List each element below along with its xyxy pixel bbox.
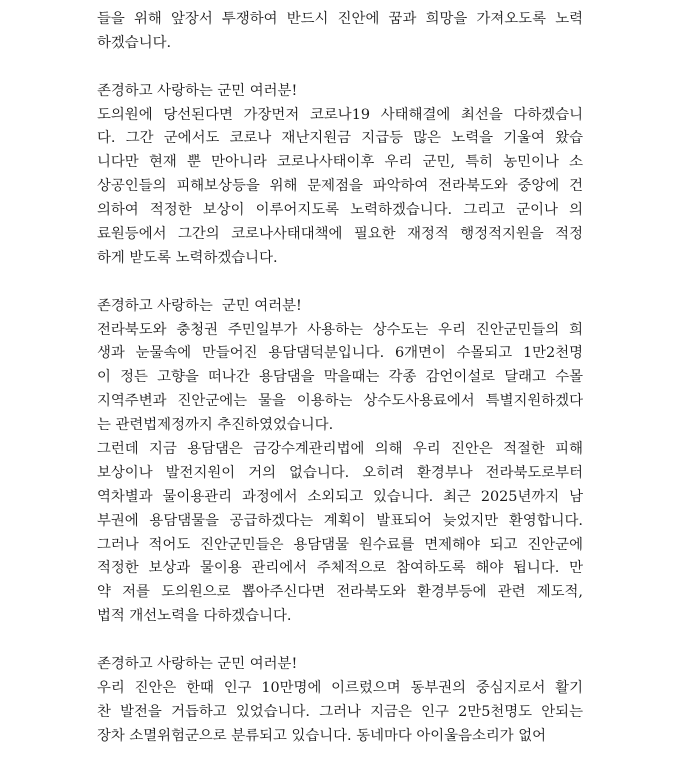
text-line: 찬 발전을 거듭하고 있었습니다. 그러나 지금은 인구 2만5천명도 안되는: [97, 703, 583, 720]
paragraph-spacer: [97, 56, 583, 80]
paragraph-spacer: [97, 271, 583, 295]
text-line: 보상이나 발전지원이 거의 없습니다. 오히려 환경부나 전라북도로부터: [97, 464, 583, 481]
text-line: 그런데 지금 용담댐은 금강수계관리법에 의해 우리 진안은 적절한 피해: [97, 441, 583, 458]
body-paragraph: [97, 8, 583, 56]
text-line: 이 정든 고향을 떠나간 용담댐을 막을때는 각종 감언이설로 달래고 수몰: [97, 369, 583, 386]
body-paragraph: [97, 319, 583, 438]
body-paragraph: [97, 104, 583, 271]
text-line: 의하여 적정한 보상이 이루어지도록 노력하겠습니다. 그리고 군이나 의: [97, 202, 583, 219]
text-line: 생과 눈물속에 만들어진 용담댐덕분입니다. 6개면이 수몰되고 1만2천명: [97, 345, 583, 362]
document-body: [97, 8, 583, 749]
text-line: 들을 위해 앞장서 투쟁하여 반드시 진안에 꿈과 희망을 가져오도록 노력: [97, 11, 583, 27]
text-line: 는 관련법제정까지 추진하였었습니다.: [97, 417, 334, 434]
text-line: 다. 그간 군에서도 코로나 재난지원금 지급등 많은 노력을 기울여 왔습: [97, 130, 583, 147]
text-line: 법적 개선노력을 다하겠습니다.: [97, 608, 292, 625]
salutation-heading: 존경하고 사랑하는 군민 여러분!: [97, 656, 298, 673]
text-line: 약 저를 도의원으로 뽑아주신다면 전라북도와 환경부등에 관련 제도적,: [97, 584, 583, 601]
text-line: 료원등에서 그간의 코로나사태대책에 필요한 재정적 행정적지원을 적정: [97, 226, 583, 243]
text-line: 그러나 적어도 진안군민들은 용담댐물 원수료를 면제해야 되고 진안군에: [97, 536, 583, 553]
text-line: 부권에 용담댐물을 공급하겠다는 계획이 발표되어 늦었지만 환영합니다.: [97, 512, 583, 529]
text-line: 지역주변과 진안군에는 물을 이용하는 상수도사용료에서 특별지원하겠다: [97, 393, 583, 410]
text-line: 장차 소멸위험군으로 분류되고 있습니다. 동네마다 아이울음소리가 없어: [97, 727, 547, 744]
text-line: 니다만 현재 뿐 만아니라 코로나사태이후 우리 군민, 특히 농민이나 소: [97, 154, 583, 171]
text-line: 하게 받도록 노력하겠습니다.: [97, 249, 278, 266]
text-line: 적정한 보상과 물이용 관리에서 주체적으로 참여하도록 해야 됩니다. 만: [97, 560, 583, 577]
paragraph-spacer: [97, 629, 583, 653]
text-line: 상공인들의 피해보상등을 위해 문제점을 파악하여 전라북도와 중앙에 건: [97, 178, 583, 195]
body-paragraph: [97, 438, 583, 629]
body-paragraph: [97, 677, 583, 749]
salutation-heading: 존경하고 사랑하는 군민 여러분!: [97, 82, 298, 99]
text-line: 전라북도와 충청권 주민일부가 사용하는 상수도는 우리 진안군민들의 희: [97, 321, 583, 338]
salutation-heading: 존경하고 사랑하는 군민 여러분!: [97, 297, 302, 314]
text-line: 역차별과 물이용관리 과정에서 소외되고 있습니다. 최근 2025년까지 남: [97, 488, 583, 505]
text-line: 하겠습니다.: [97, 34, 172, 51]
text-line: 우리 진안은 한때 인구 10만명에 이르렀으며 동부권의 중심지로서 활기: [97, 679, 583, 696]
text-line: 도의원에 당선된다면 가장먼저 코로나19 사태해결에 최선을 다하겠습니: [97, 106, 583, 123]
